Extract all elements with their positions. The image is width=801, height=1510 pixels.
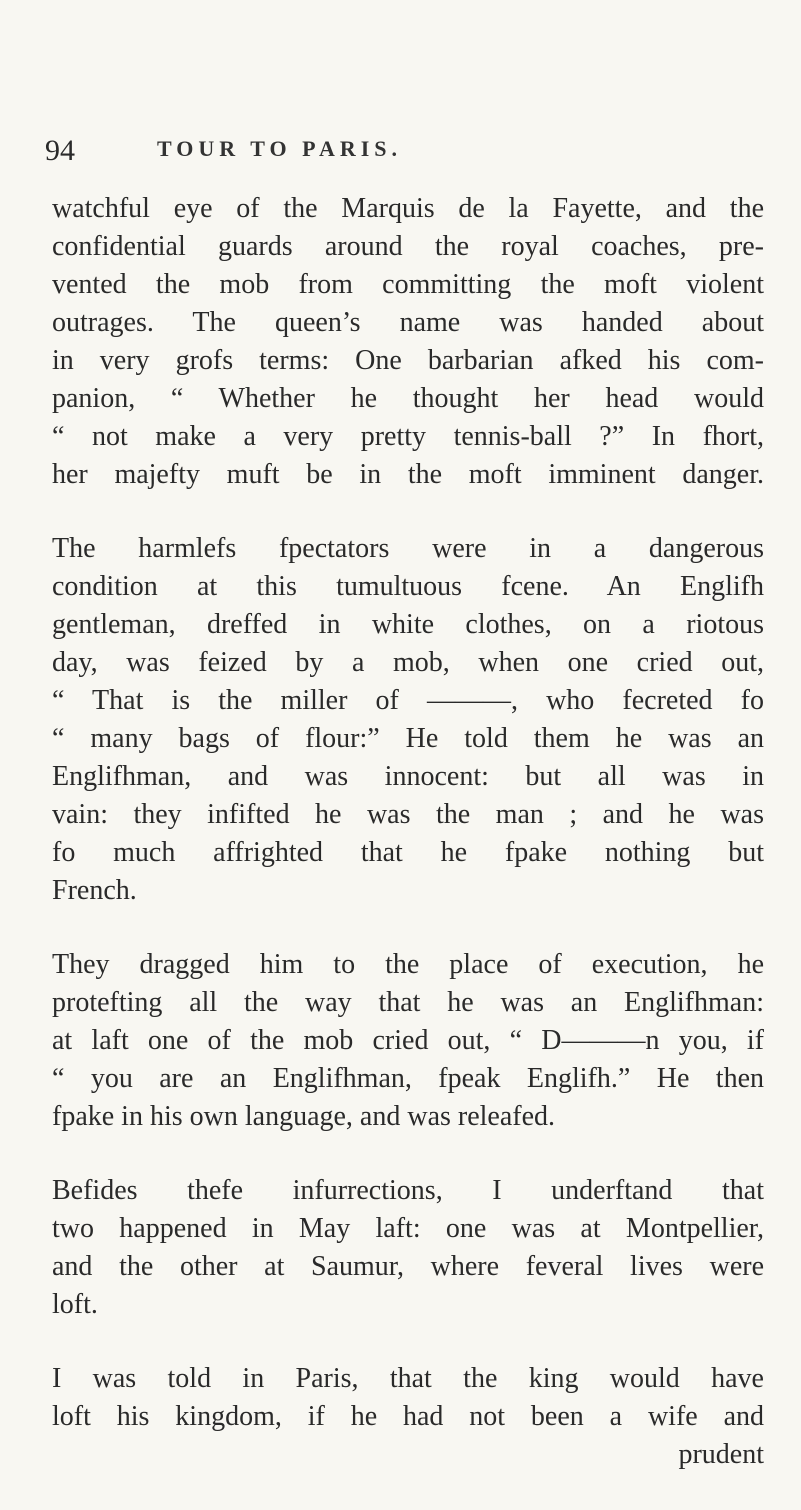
text-line: The harmlefs fpectators were in a dangerous	[52, 533, 764, 564]
text-line: loft his kingdom, if he had not been a wife and	[52, 1401, 764, 1432]
paragraph	[52, 530, 764, 910]
text-line: They dragged him to the place of execution, he	[52, 949, 764, 980]
text-line: “ you are an Englifhman, fpeak Englifh.” He then	[52, 1063, 764, 1094]
paragraph	[52, 946, 764, 1136]
body-text	[52, 190, 764, 1510]
paragraph	[52, 1172, 764, 1324]
text-line: her majefty muft be in the moft imminent danger.	[52, 459, 764, 490]
text-line: two happened in May laft: one was at Montpellier,	[52, 1213, 764, 1244]
paragraph	[52, 1360, 764, 1474]
text-line: Befides thefe infurrections, I underftand that	[52, 1175, 764, 1206]
text-line: protefting all the way that he was an Englifhman:	[52, 987, 764, 1018]
text-line: in very grofs terms: One barbarian afked his com-	[52, 345, 764, 376]
text-line: gentleman, dreffed in white clothes, on a riotous	[52, 609, 764, 640]
page-header	[45, 134, 765, 174]
text-line: fo much affrighted that he fpake nothing but	[52, 837, 764, 868]
text-line: “ not make a very pretty tennis-ball ?” In fhort,	[52, 421, 764, 452]
text-line: vain: they infifted he was the man ; and he was	[52, 799, 764, 830]
text-line: at laft one of the mob cried out, “ D———n you, if	[52, 1025, 764, 1056]
text-line: condition at this tumultuous fcene. An Englifh	[52, 571, 764, 602]
text-line: day, was feized by a mob, when one cried out,	[52, 647, 764, 678]
text-line: loft.	[52, 1289, 98, 1320]
paragraph	[52, 190, 764, 494]
page-number: 94	[45, 134, 75, 167]
catchword: prudent	[678, 1439, 764, 1470]
text-line: Englifhman, and was innocent: but all was in	[52, 761, 764, 792]
text-line: confidential guards around the royal coaches, pre-	[52, 231, 764, 262]
text-line: and the other at Saumur, where feveral lives were	[52, 1251, 764, 1282]
text-line: vented the mob from committing the moft violent	[52, 269, 764, 300]
text-line: watchful eye of the Marquis de la Fayette, and the	[52, 193, 764, 224]
running-head: TOUR TO PARIS.	[157, 136, 403, 161]
text-line: “ That is the miller of ———, who fecreted fo	[52, 685, 764, 716]
text-line: fpake in his own language, and was releafed.	[52, 1101, 556, 1132]
text-line: I was told in Paris, that the king would have	[52, 1363, 764, 1394]
text-line: panion, “ Whether he thought her head would	[52, 383, 764, 414]
text-line: outrages. The queen’s name was handed about	[52, 307, 764, 338]
text-line: “ many bags of flour:” He told them he was an	[52, 723, 764, 754]
text-line: French.	[52, 875, 137, 906]
